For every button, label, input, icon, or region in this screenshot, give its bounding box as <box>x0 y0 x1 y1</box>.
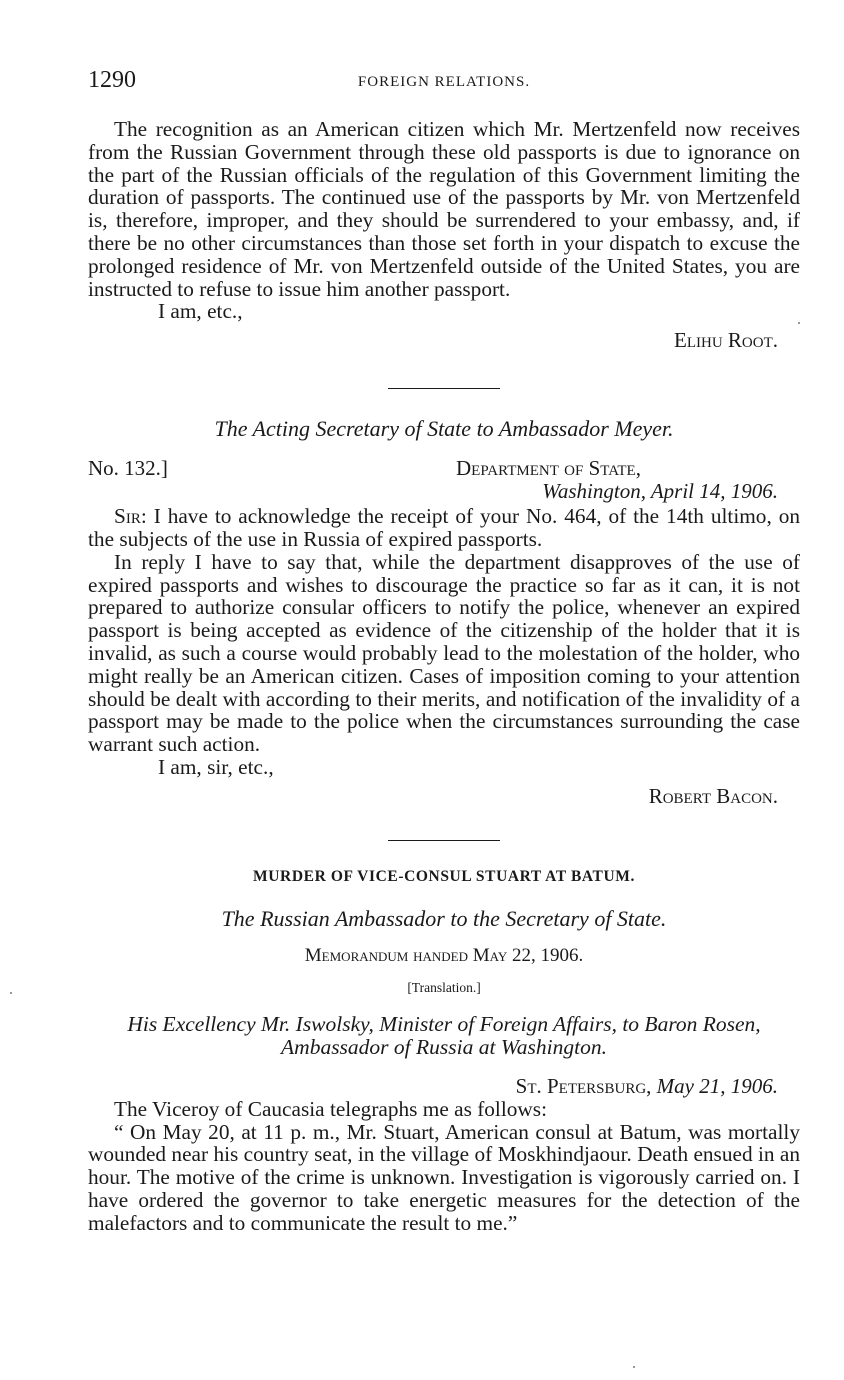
page-number: 1290 <box>88 67 136 93</box>
letter2-closing: I am, sir, etc., <box>158 754 274 779</box>
telegram-quote: “ On May 20, at 11 p. m., Mr. Stuart, American consul at Batum, was mortally wounded near his country seat, in the village of Moskhindjaour. Death ensued in an hour. The motive of the crime is unknown. Investigation is vigorously carried on. I have ordered the governor to take energetic measures for the detection of the malefactors and to communicate the result to me.” <box>88 1119 800 1235</box>
letter1-closing: I am, etc., <box>158 299 243 324</box>
running-title: FOREIGN RELATIONS. <box>357 74 531 90</box>
memorandum-line <box>88 945 800 967</box>
section-title: MURDER OF VICE-CONSUL STUART AT BATUM. <box>253 867 635 885</box>
letter2-salutation: Sir: <box>114 504 147 529</box>
letter2-para1-text: I have to acknowledge the receipt of your No. 464, of the 14th ultimo, on the subjects of the use in Russia of expired passports. <box>88 504 800 551</box>
memo-text: Memorandum handed May <box>304 944 508 966</box>
letter2-paragraph-2: In reply I have to say that, while the department disapproves of the use of expired passports and wishes to discourage the practice so far as it can, it is not prepared to authorize consular officers to notify the police, whenever an expired passport is being accepted as evidence of the citizenship of the holder that it is invalid, as such a course would probably lead to the molestation of the holder, who might really be an American citizen. Cases of imposition coming to your attention should be dealt with according to their merits, and notification of the invalidity of a passport may be made to the police when the circumstances surrounding the case warrant such action. <box>88 549 800 757</box>
letter1-body: The recognition as an American citizen which Mr. Mertzenfeld now receives from the Russian Government through these old passports is due to ignorance on the part of the Russian officials of the regulation of this Government limiting the duration of passports. The continued use of the passports by Mr. von Mertzenfeld is, therefore, improper, and they should be surrendered to your embassy, and, if there be no other circumstances than those set forth in your dispatch to excuse the prolonged residence of Mr. von Mertzenfeld outside of the United States, you are instructed to refuse to issue him another passport. <box>88 117 800 301</box>
letter1-signature: Elihu Root. <box>674 328 778 353</box>
section-subheading: The Russian Ambassador to the Secretary of State. <box>221 905 667 931</box>
letter2-date: Washington, April 14, 1906. <box>542 479 778 504</box>
letter2-paragraph-1 <box>88 505 800 551</box>
scan-speck <box>798 322 800 324</box>
letter2-number: No. 132.] <box>88 456 168 481</box>
letter2-header <box>88 457 800 505</box>
dateline-date: May 21, 1906. <box>656 1073 778 1098</box>
page-header <box>88 66 800 98</box>
scan-speck <box>10 992 12 994</box>
scan-speck <box>633 1366 635 1368</box>
document-page <box>88 66 800 1235</box>
letter2-department: Department of State, <box>456 456 641 481</box>
divider-rule <box>388 388 500 389</box>
dateline <box>88 1075 800 1098</box>
telegram-heading: His Excellency Mr. Iswolsky, Minister of Foreign Affairs, to Baron Rosen, Ambassador of Russia at Washington. <box>127 1011 761 1059</box>
letter2-heading: The Acting Secretary of State to Ambassador Meyer. <box>214 416 674 442</box>
telegram-intro: The Viceroy of Caucasia telegraphs me as follows: <box>114 1096 547 1121</box>
memo-date: 22, 1906. <box>511 944 584 966</box>
translation-note: [Translation.] <box>407 979 481 995</box>
divider-rule <box>388 840 500 841</box>
dateline-place: St. Petersburg, <box>515 1073 652 1098</box>
letter2-signature: Robert Bacon. <box>648 783 778 808</box>
